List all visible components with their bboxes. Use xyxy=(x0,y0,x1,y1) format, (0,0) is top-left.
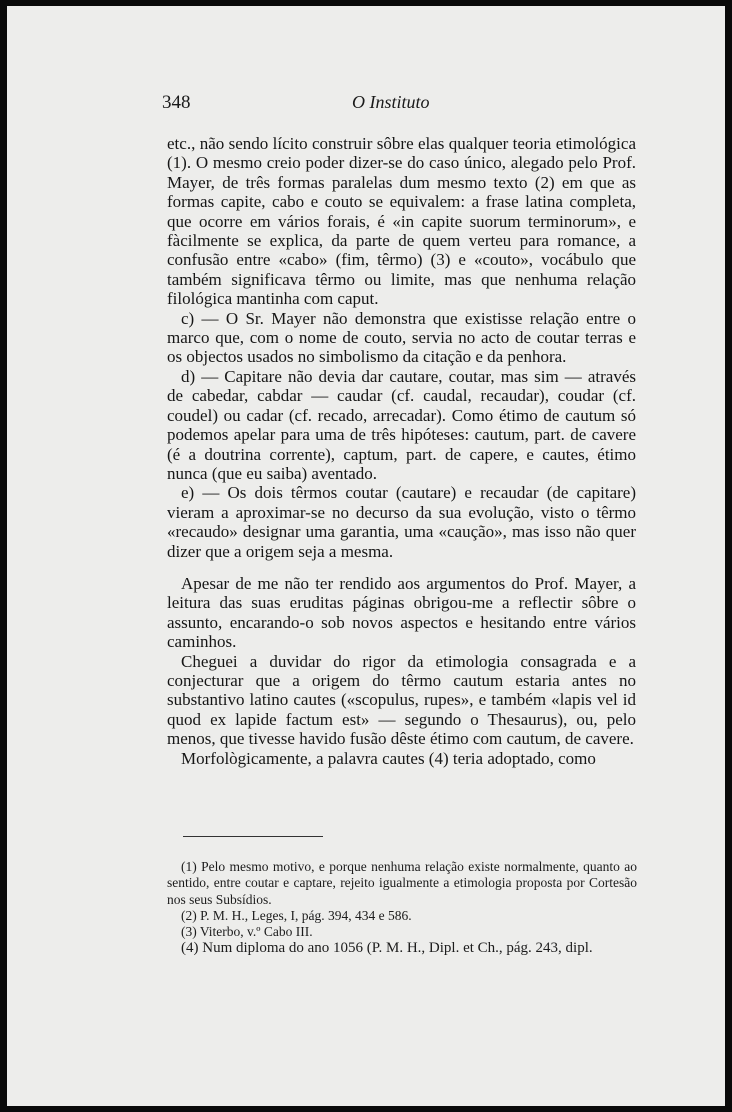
footnote-2: (2) P. M. H., Leges, I, pág. 394, 434 e 586. xyxy=(181,907,412,923)
footnote-3: (3) Viterbo, v.º Cabo III. xyxy=(181,924,313,940)
paragraph-point-e: e) — Os dois têrmos coutar (cautare) e recaudar (de capitare) vieram a aproximar-se no decurso da sua evolução, visto o têrmo «recaudo» designar uma garantia, uma «caução», mas isso não quer dizer que a origem seja a mesma. xyxy=(167,483,636,561)
page-header xyxy=(162,92,637,118)
footnotes xyxy=(167,859,637,957)
main-text xyxy=(167,134,636,768)
paragraph-morfologicamente: Morfològicamente, a palavra cautes (4) teria adoptado, como xyxy=(181,748,596,768)
paragraph-cheguei: Cheguei a duvidar do rigor da etimologia consagrada e a conjecturar que a origem do têrmo cautum estaria antes no substantivo latino cautes («scopulus, rupes», e também «lapis vel id quod ex lapide factum est» — segundo o Thesaurus), ou, pelo menos, que tivesse havido fusão dêste étimo com cautum, de cavere. xyxy=(167,651,636,749)
book-page xyxy=(7,6,725,1106)
footnote-1: (1) Pelo mesmo motivo, e porque nenhuma relação existe normalmente, quanto ao sentido, entre coutar e captare, rejeito igualmente a etimologia proposta por Cortesão nos seus Subsídios. xyxy=(167,859,637,907)
running-title: O Instituto xyxy=(352,92,430,112)
paragraph-continuation: etc., não sendo lícito construir sôbre elas qualquer teoria etimológica (1). O mesmo creio poder dizer-se do caso único, alegado pelo Prof. Mayer, de três formas paralelas dum mesmo texto (2) em que as formas capite, cabo e couto se equivalem: a frase latina completa, que ocorre em vários forais, é «in capite suorum terminorum», e fàcilmente se explica, da parte de quem verteu para romance, a confusão entre «cabo» (fim, têrmo) (3) e «couto», vocábulo que também significava têrmo ou limite, mas que nenhuma relação filológica mantinha com caput. xyxy=(167,134,636,309)
paragraph-point-d: d) — Capitare não devia dar cautare, coutar, mas sim — através de cabedar, cabdar — caudar (cf. caudal, recaudar), coudar (cf. coudel) ou cadar (cf. recado, arrecadar). Como étimo de cautum só podemos apelar para uma de três hipóteses: cautum, part. de cavere (é a doutrina corrente), captum, part. de capere, e cautes, étimo nunca (que eu saiba) aventado. xyxy=(167,366,636,483)
footnote-4: (4) Num diploma do ano 1056 (P. M. H., Dipl. et Ch., pág. 243, dipl. xyxy=(181,940,593,957)
footnote-separator xyxy=(183,836,323,837)
page-number: 348 xyxy=(162,92,191,113)
paragraph-apesar: Apesar de me não ter rendido aos argumentos do Prof. Mayer, a leitura das suas eruditas páginas obrigou-me a reflectir sôbre o assunto, encarando-o sob novos aspectos e hesitando entre vários caminhos. xyxy=(167,573,636,652)
paragraph-point-c: c) — O Sr. Mayer não demonstra que existisse relação entre o marco que, com o nome de couto, servia no acto de coutar terras e os objectos usados no simbolismo da citação e da penhora. xyxy=(167,308,636,367)
